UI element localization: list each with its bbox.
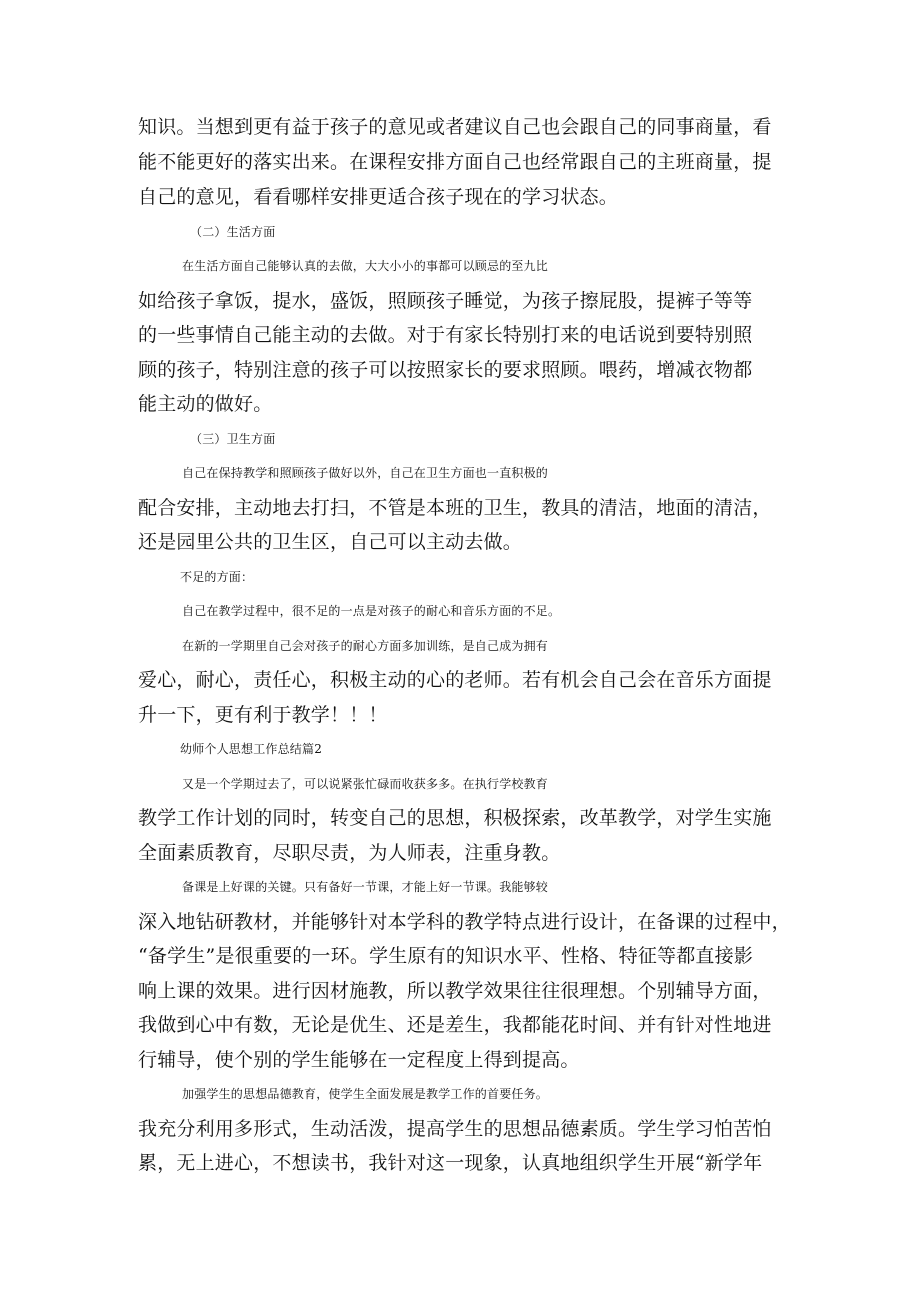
paragraph-line: 教学工作计划的同时，转变自己的思想，积极探索，改革教学，对学生实施 xyxy=(138,807,772,829)
article-title: 幼师个人思想工作总结篇2 xyxy=(180,742,323,756)
paragraph-line: “备学生”是很重要的一环。学生原有的知识水平、性格、特征等都直接影 xyxy=(138,945,754,967)
paragraph-line: 能不能更好的落实出来。在课程安排方面自己也经常跟自己的主班商量，提 xyxy=(138,151,772,173)
paragraph-line: 又是一个学期过去了，可以说紧张忙碌而收获多多。在执行学校教育 xyxy=(182,777,549,791)
paragraph-line: 深入地钻研教材，并能够针对本学科的教学特点进行设计，在备课的过程中， xyxy=(138,911,791,933)
paragraph-line: 行辅导，使个别的学生能够在一定程度上得到提高。 xyxy=(138,1049,580,1071)
paragraph-line: 顾的孩子，特别注意的孩子可以按照家长的要求照顾。喂药，增减衣物都 xyxy=(138,359,753,381)
paragraph-line: 爱心，耐心，责任心，积极主动的心的老师。若有机会自己会在音乐方面提 xyxy=(138,669,772,691)
paragraph-line: 升一下，更有利于教学！！！ xyxy=(138,704,388,726)
paragraph-line: 自己在保持教学和照顾孩子做好以外，自己在卫生方面也一直积极的 xyxy=(182,466,549,480)
paragraph-line: 如给孩子拿饭，提水，盛饭，照顾孩子睡觉，为孩子擦屁股，提裤子等等 xyxy=(138,290,753,312)
section-heading-hygiene: （三）卫生方面 xyxy=(190,432,276,446)
paragraph-line: 备课是上好课的关键。只有备好一节课，才能上好一节课。我能够较 xyxy=(182,880,549,894)
paragraph-line: 自己在教学过程中，很不足的一点是对孩子的耐心和音乐方面的不足。 xyxy=(182,604,561,618)
paragraph-line: 加强学生的思想品德教育，使学生全面发展是教学工作的首要任务。 xyxy=(182,1087,549,1101)
paragraph-line: 还是园里公共的卫生区，自己可以主动去做。 xyxy=(138,531,523,553)
paragraph-line: 我做到心中有数，无论是优生、还是差生，我都能花时间、并有针对性地进 xyxy=(138,1014,772,1036)
paragraph-line: 自己的意见，看看哪样安排更适合孩子现在的学习状态。 xyxy=(138,186,619,208)
section-heading-life: （二）生活方面 xyxy=(190,225,276,239)
paragraph-line: 能主动的做好。 xyxy=(138,393,273,415)
paragraph-line: 响上课的效果。进行因材施教，所以教学效果往往很理想。个别辅导方面， xyxy=(138,980,772,1002)
paragraph-line: 累，无上进心，不想读书，我针对这一现象，认真地组织学生开展“新学年 xyxy=(138,1152,763,1174)
paragraph-line: 在生活方面自己能够认真的去做，大大小小的事都可以顾忌的至九比 xyxy=(182,259,549,273)
paragraph-line: 配合安排，主动地去打扫，不管是本班的卫生，教具的清洁，地面的清洁， xyxy=(138,497,772,519)
paragraph-line: 我充分利用多形式，生动活泼，提高学生的思想品德素质。学生学习怕苦怕 xyxy=(138,1118,772,1140)
paragraph-line: 全面素质教育，尽职尽责，为人师表，注重身教。 xyxy=(138,842,561,864)
paragraph-line: 的一些事情自己能主动的去做。对于有家长特别打来的电话说到要特别照 xyxy=(138,324,753,346)
paragraph-line: 在新的一学期里自己会对孩子的耐心方面多加训练，是自己成为拥有 xyxy=(182,639,549,653)
paragraph-line: 知识。当想到更有益于孩子的意见或者建议自己也会跟自己的同事商量，看 xyxy=(138,116,772,138)
section-heading-shortcomings: 不足的方面： xyxy=(180,570,254,584)
